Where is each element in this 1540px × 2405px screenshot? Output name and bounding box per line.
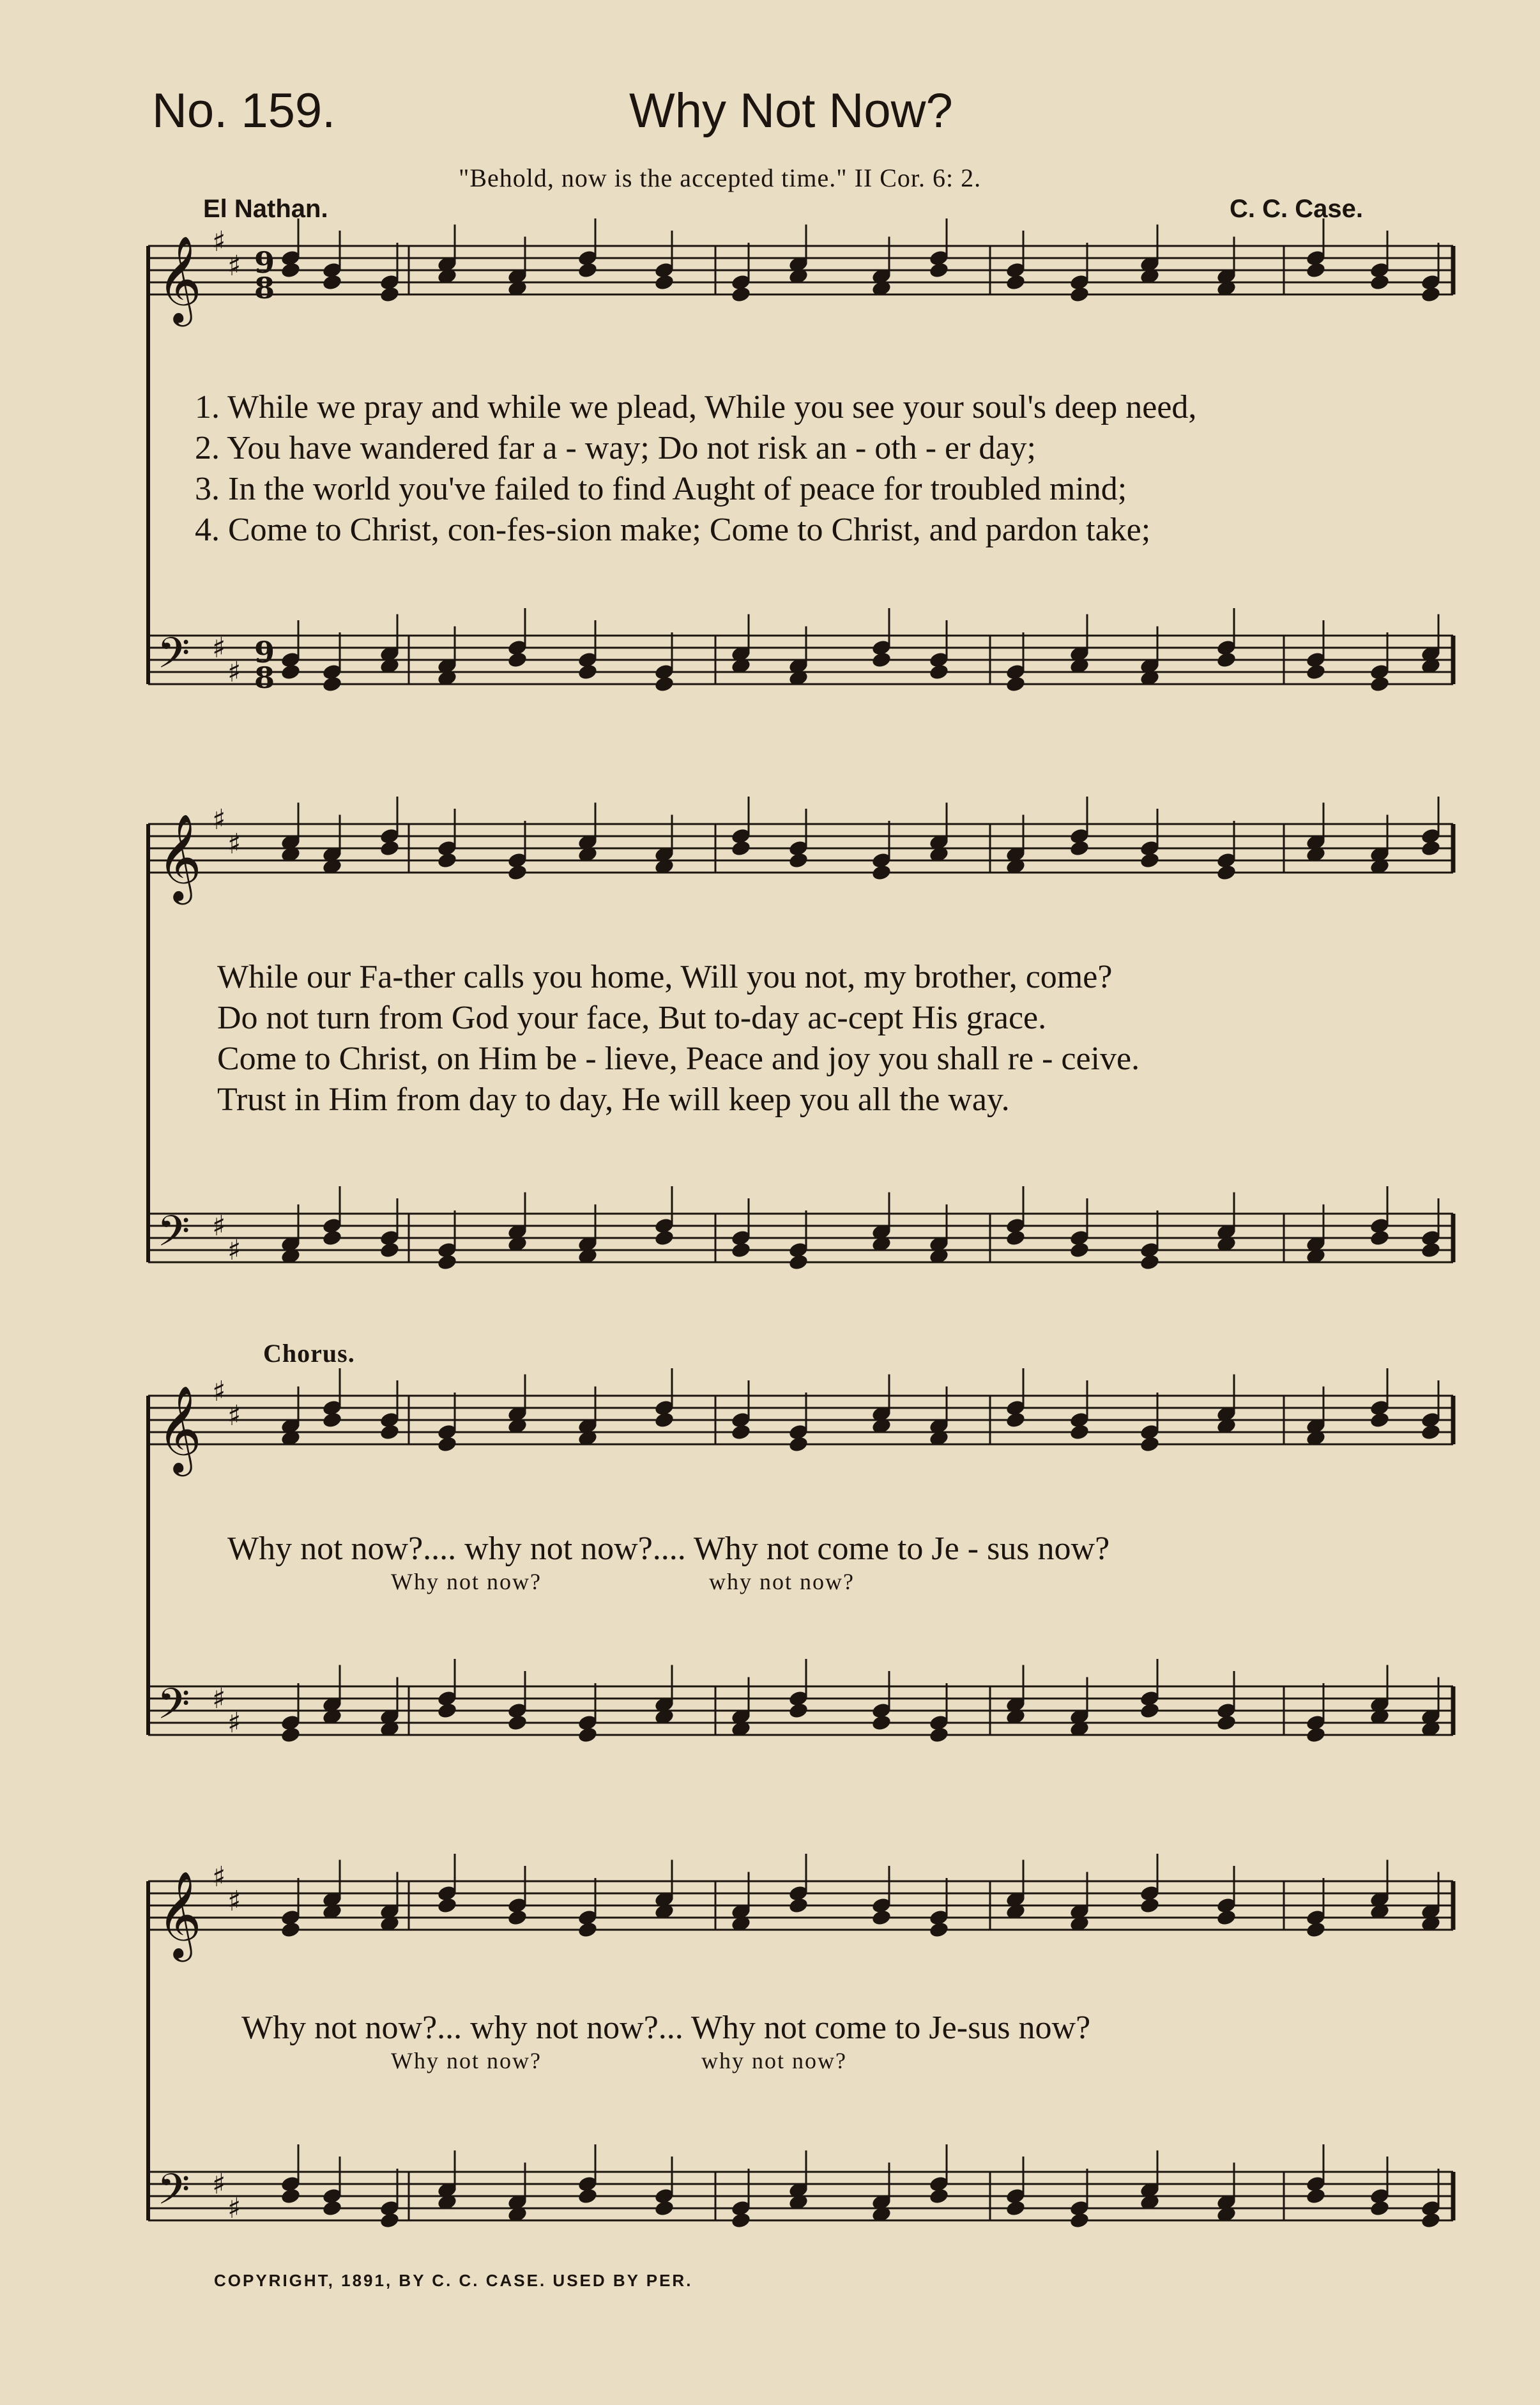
note-head (730, 1423, 751, 1441)
note-head (1305, 261, 1326, 279)
verse-line-4b: Trust in Him from day to day, He will keep you all the way. (217, 1081, 1010, 1118)
verse-line-4a: 4. Come to Christ, con-fes-sion make; Come to Christ, and pardon take; (195, 512, 1151, 548)
note-head (653, 273, 675, 291)
sharp-icon: ♯ (212, 225, 226, 258)
sharp-icon: ♯ (212, 632, 226, 664)
sharp-icon: ♯ (227, 2192, 241, 2225)
note-head (1069, 286, 1090, 303)
treble-clef-icon: 𝄞 (157, 813, 202, 901)
note-head (871, 864, 892, 882)
time-signature-icon: 8 (254, 271, 275, 305)
note-head (321, 1229, 342, 1247)
bass-clef-icon: 𝄢 (157, 2165, 190, 2224)
composer-credit: C. C. Case. (1230, 195, 1363, 223)
note-head (321, 2199, 342, 2217)
sharp-icon: ♯ (212, 1375, 226, 1408)
note-head (653, 1229, 675, 1247)
verse-line-2a: 2. You have wandered far a - way; Do not risk an - oth - er day; (195, 430, 1036, 466)
chorus-line-1-bass-b: why not now? (709, 1569, 855, 1594)
note-head (507, 1714, 528, 1732)
note-head (1216, 651, 1237, 669)
sharp-icon: ♯ (212, 2168, 226, 2201)
sharp-icon: ♯ (212, 804, 226, 836)
note-head (1420, 839, 1441, 857)
note-head (1305, 663, 1326, 681)
note-head (379, 2211, 400, 2229)
note-head (436, 1253, 457, 1271)
note-head (436, 1897, 457, 1914)
note-head (1305, 1726, 1326, 1744)
note-head (788, 1435, 809, 1453)
note-head (1369, 2199, 1390, 2217)
note-head (280, 261, 301, 279)
note-head (379, 286, 400, 303)
verse-line-1a: 1. While we pray and while we plead, While you see your soul's deep need, (195, 389, 1197, 425)
bass-clef-icon: 𝄢 (157, 1207, 190, 1266)
verse-line-1b: While our Fa-ther calls you home, Will you not, my brother, come? (217, 959, 1113, 995)
verse-line-2b: Do not turn from God your face, But to-day ac-cept His grace. (217, 1000, 1047, 1036)
note-head (730, 2211, 751, 2229)
note-head (577, 2187, 598, 2205)
time-signature-icon: 9 (254, 635, 275, 669)
note-head (928, 663, 949, 681)
note-head (1139, 1435, 1160, 1453)
note-head (436, 851, 457, 869)
note-head (507, 864, 528, 882)
note-head (1420, 1423, 1441, 1441)
note-head (928, 1921, 949, 1939)
note-head (507, 651, 528, 669)
hymn-number: No. 159. (152, 84, 336, 138)
note-head (1139, 1897, 1160, 1914)
note-head (1005, 1229, 1026, 1247)
treble-clef-icon: 𝄞 (157, 1870, 202, 1958)
note-head (1216, 1909, 1237, 1927)
note-head (1005, 2199, 1026, 2217)
note-head (871, 651, 892, 669)
sharp-icon: ♯ (212, 1683, 226, 1715)
chorus-line-1-bass-a: Why not now? (391, 1569, 542, 1594)
note-head (1216, 864, 1237, 882)
chorus-line-2: Why not now?... why not now?... Why not come to Je-sus now? (241, 2010, 1091, 2046)
note-head (788, 1253, 809, 1271)
author-credit: El Nathan. (203, 195, 328, 223)
sharp-icon: ♯ (227, 1400, 241, 1432)
note-head (577, 1921, 598, 1939)
note-head (321, 273, 342, 291)
note-head (1005, 273, 1026, 291)
note-head (436, 1435, 457, 1453)
chorus-line-2-bass-b: why not now? (701, 2048, 847, 2073)
note-head (1216, 1714, 1237, 1732)
note-head (730, 286, 751, 303)
verse-line-3a: 3. In the world you've failed to find Aught of peace for troubled mind; (195, 471, 1127, 507)
note-head (1369, 675, 1390, 693)
note-head (436, 1702, 457, 1720)
note-head (280, 2187, 301, 2205)
verse-line-3b: Come to Christ, on Him be - lieve, Peace and joy you shall re - ceive. (217, 1041, 1140, 1077)
treble-clef-icon: 𝄞 (157, 234, 202, 323)
sharp-icon: ♯ (227, 1885, 241, 1918)
note-head (1069, 2211, 1090, 2229)
scripture-epigraph: "Behold, now is the accepted time." II Cor. 6: 2. (459, 164, 982, 192)
note-head (1369, 1411, 1390, 1429)
time-signature-icon: 8 (254, 660, 275, 695)
note-head (653, 2199, 675, 2217)
note-head (280, 1921, 301, 1939)
note-head (1139, 851, 1160, 869)
note-head (788, 1702, 809, 1720)
copyright-notice: COPYRIGHT, 1891, BY C. C. CASE. USED BY PER. (214, 2271, 693, 2290)
note-head (653, 675, 675, 693)
note-head (871, 1714, 892, 1732)
note-head (379, 1241, 400, 1259)
note-head (1369, 273, 1390, 291)
note-head (1005, 675, 1026, 693)
note-head (1420, 2211, 1441, 2229)
note-head (730, 1241, 751, 1259)
sharp-icon: ♯ (212, 1861, 226, 1893)
note-head (1005, 1411, 1026, 1429)
note-head (788, 851, 809, 869)
note-head (321, 675, 342, 693)
note-head (280, 663, 301, 681)
note-head (1305, 2187, 1326, 2205)
note-head (871, 1909, 892, 1927)
note-head (1420, 1241, 1441, 1259)
sharp-icon: ♯ (227, 656, 241, 689)
note-head (577, 261, 598, 279)
sharp-icon: ♯ (227, 1707, 241, 1739)
chorus-line-1: Why not now?.... why not now?.... Why not come to Je - sus now? (227, 1531, 1110, 1567)
note-head (577, 1726, 598, 1744)
note-head (577, 663, 598, 681)
note-head (379, 839, 400, 857)
note-head (1369, 1229, 1390, 1247)
note-head (788, 1897, 809, 1914)
sharp-icon: ♯ (227, 828, 241, 860)
note-head (928, 1726, 949, 1744)
note-head (1139, 1253, 1160, 1271)
note-head (321, 1411, 342, 1429)
time-signature-icon: 9 (254, 245, 275, 280)
note-head (1420, 286, 1441, 303)
note-head (507, 1909, 528, 1927)
note-head (928, 261, 949, 279)
note-head (730, 839, 751, 857)
note-head (280, 1726, 301, 1744)
note-head (379, 1423, 400, 1441)
note-head (1069, 1423, 1090, 1441)
note-head (1069, 1241, 1090, 1259)
treble-clef-icon: 𝄞 (157, 1384, 202, 1472)
note-head (1069, 839, 1090, 857)
sharp-icon: ♯ (212, 1210, 226, 1242)
chorus-label: Chorus. (263, 1339, 355, 1368)
note-head (928, 2187, 949, 2205)
hymn-title: Why Not Now? (629, 84, 953, 138)
sharp-icon: ♯ (227, 250, 241, 282)
note-head (1305, 1921, 1326, 1939)
sharp-icon: ♯ (227, 1234, 241, 1267)
bass-clef-icon: 𝄢 (157, 1679, 190, 1739)
note-head (653, 1411, 675, 1429)
note-head (1139, 1702, 1160, 1720)
bass-clef-icon: 𝄢 (157, 629, 190, 688)
chorus-line-2-bass-a: Why not now? (391, 2048, 542, 2073)
